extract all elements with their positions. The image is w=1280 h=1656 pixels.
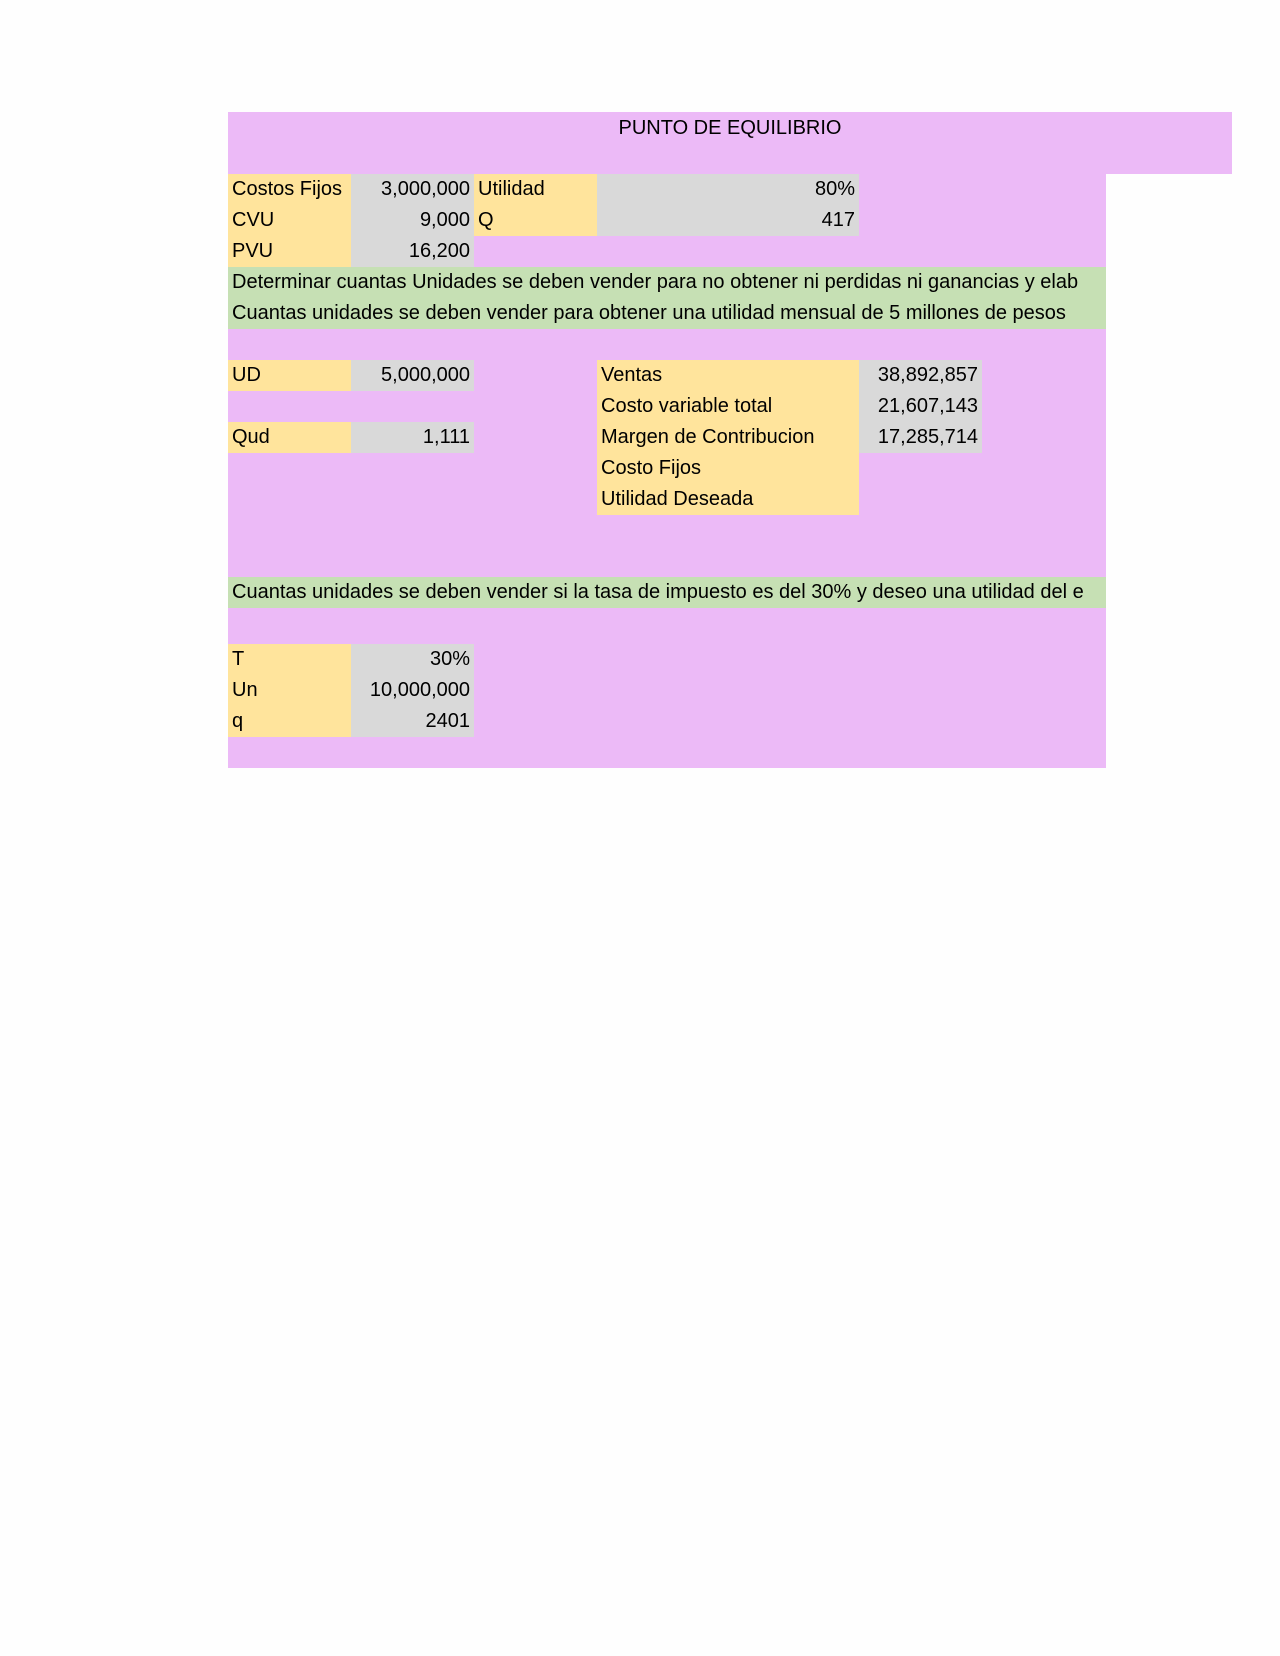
ud-label: UD bbox=[228, 360, 351, 391]
q-value[interactable]: 417 bbox=[597, 205, 859, 236]
ventas-value[interactable]: 38,892,857 bbox=[859, 360, 982, 391]
page-title: PUNTO DE EQUILIBRIO bbox=[618, 117, 842, 139]
ud-value[interactable]: 5,000,000 bbox=[351, 360, 474, 391]
costo-variable-total-value[interactable]: 21,607,143 bbox=[859, 391, 982, 422]
question-3: Cuantas unidades se deben vender si la tasa de impuesto es del 30% y deseo una utilidad del e bbox=[228, 577, 1106, 608]
un-label: Un bbox=[228, 675, 351, 706]
un-value[interactable]: 10,000,000 bbox=[351, 675, 474, 706]
t-value[interactable]: 30% bbox=[351, 644, 474, 675]
margen-contribucion-label: Margen de Contribucion bbox=[597, 422, 859, 453]
costos-fijos-label: Costos Fijos bbox=[228, 174, 351, 205]
margen-contribucion-value[interactable]: 17,285,714 bbox=[859, 422, 982, 453]
qud-label: Qud bbox=[228, 422, 351, 453]
ventas-label: Ventas bbox=[597, 360, 859, 391]
utilidad-label: Utilidad bbox=[474, 174, 597, 205]
utilidad-deseada-label: Utilidad Deseada bbox=[597, 484, 859, 515]
q-label: Q bbox=[474, 205, 597, 236]
pvu-label: PVU bbox=[228, 236, 351, 267]
q-small-label: q bbox=[228, 706, 351, 737]
cvu-value[interactable]: 9,000 bbox=[351, 205, 474, 236]
question-1: Determinar cuantas Unidades se deben vender para no obtener ni perdidas ni ganancias y elab bbox=[228, 267, 1106, 298]
qud-value[interactable]: 1,111 bbox=[351, 422, 474, 453]
costo-fijos-label: Costo Fijos bbox=[597, 453, 859, 484]
question-2: Cuantas unidades se deben vender para obtener una utilidad mensual de 5 millones de pesos bbox=[228, 298, 1106, 329]
t-label: T bbox=[228, 644, 351, 675]
q-small-value[interactable]: 2401 bbox=[351, 706, 474, 737]
utilidad-value[interactable]: 80% bbox=[597, 174, 859, 205]
costo-variable-total-label: Costo variable total bbox=[597, 391, 859, 422]
pvu-value[interactable]: 16,200 bbox=[351, 236, 474, 267]
costos-fijos-value[interactable]: 3,000,000 bbox=[351, 174, 474, 205]
cvu-label: CVU bbox=[228, 205, 351, 236]
